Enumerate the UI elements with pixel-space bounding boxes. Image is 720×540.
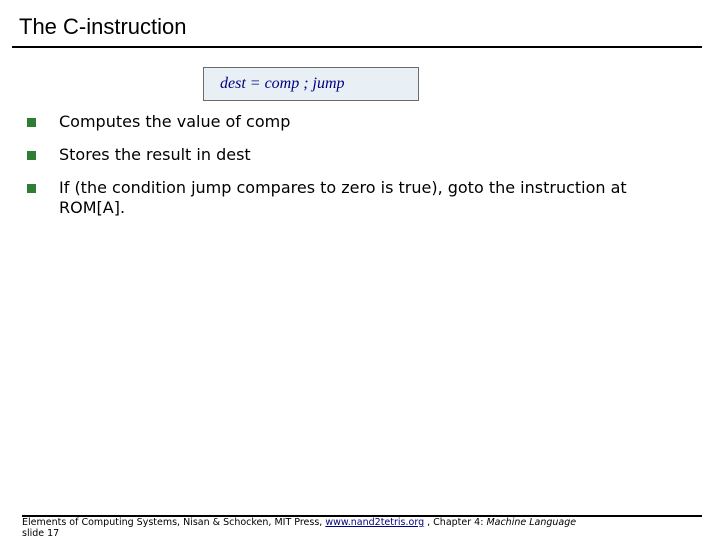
square-bullet-icon <box>27 184 36 193</box>
square-bullet-icon <box>27 151 36 160</box>
bullet-item <box>27 112 687 132</box>
title-divider <box>12 46 702 48</box>
bullet-item <box>27 178 687 218</box>
footer <box>22 517 702 539</box>
footer-citation <box>22 517 702 528</box>
bullet-item <box>27 145 687 165</box>
slide-number: slide 17 <box>22 528 60 539</box>
footer-link[interactable]: www.nand2tetris.org <box>325 517 425 528</box>
square-bullet-icon <box>27 118 36 127</box>
bullet-text: Computes the value of comp <box>59 112 291 131</box>
footer-prefix: Elements of Computing Systems, Nisan & Schocken, MIT Press, <box>22 517 326 528</box>
footer-chapter: Machine Language <box>486 517 577 528</box>
bullet-text: Stores the result in dest <box>59 145 251 164</box>
bullet-text: If (the condition jump compares to zero is true), goto the instruction at ROM[A]. <box>59 178 627 217</box>
footer-middle: , Chapter 4: <box>424 517 487 528</box>
syntax-text: dest = comp ; jump <box>220 75 345 92</box>
bullet-list <box>27 112 687 218</box>
slide-title: The C-instruction <box>19 14 187 39</box>
syntax-box <box>203 67 419 101</box>
